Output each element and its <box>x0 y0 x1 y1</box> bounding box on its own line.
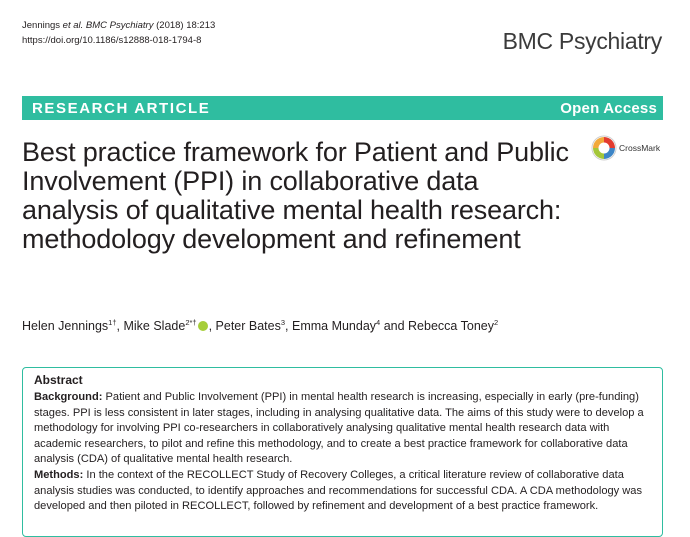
citation-year-volume: (2018) 18:213 <box>153 20 216 31</box>
background-label: Background: <box>34 391 103 403</box>
author-name[interactable]: Peter Bates <box>215 319 281 333</box>
author-affiliation: 2 <box>493 318 499 327</box>
citation-authors: Jennings <box>22 20 63 31</box>
citation-line <box>22 18 215 33</box>
article-banner <box>22 96 663 120</box>
abstract-heading: Abstract <box>34 373 83 387</box>
author-affiliation: 1† <box>108 318 117 327</box>
author-list: Helen Jennings$^{1\dagger}$, Mike Slade$^{2*\dagger}$ , Peter Bates$^3$, Emma Munday$^4$ and Rebecca Toney$^2$ <box>22 318 499 333</box>
crossmark-badge[interactable] <box>591 135 660 161</box>
article-type: RESEARCH ARTICLE <box>32 99 211 117</box>
author-conjunction: and <box>380 319 409 333</box>
author-name[interactable]: Emma Munday <box>291 319 377 333</box>
open-access-label: Open Access <box>560 99 657 117</box>
journal-logo: BMC Psychiatry <box>502 28 662 54</box>
author-affiliation: 3 <box>280 318 286 327</box>
author-name[interactable]: Helen Jennings <box>22 319 109 333</box>
citation-doi[interactable]: https://doi.org/10.1186/s12888-018-1794-8 <box>22 35 202 46</box>
article-title: Best practice framework for Patient and Public Involvement (PPI) in collaborative data analysis of qualitative mental health research: methodology development and refinement <box>22 137 569 254</box>
abstract-background <box>34 390 654 468</box>
abstract-methods <box>34 468 654 515</box>
author-affiliation: 2*† <box>185 318 197 327</box>
citation <box>22 18 215 48</box>
background-text: Patient and Public Involvement (PPI) in mental health research is increasing, especially in early (pre-funding) stages. PPI is less consistent in later stages, including in analysing qualitative data. The aims of this study were to develop a methodology for involving PPI co-researchers in collaboratively analysing qualitative mental health research data with academic researchers, to pilot and refine this methodology, and to create a best practice framework for collaborative data analysis (CDA) of qualitative mental health research. <box>34 391 644 466</box>
crossmark-icon <box>591 135 617 161</box>
methods-text: In the context of the RECOLLECT Study of Recovery Colleges, a critical literature review of collaborative data analysis studies was conducted, to identify approaches and recommendations for successful CDA. A CDA methodology was developed and then piloted in RECOLLECT, followed by refinement and development of a best practice framework. <box>34 468 643 513</box>
author-name[interactable]: Rebecca Toney <box>408 319 494 333</box>
methods-label: Methods: <box>34 468 84 481</box>
author-affiliation: 4 <box>376 318 381 327</box>
orcid-icon[interactable] <box>198 321 208 331</box>
author-name[interactable]: Mike Slade <box>123 319 186 333</box>
citation-journal: et al. BMC Psychiatry <box>62 20 154 31</box>
crossmark-label: CrossMark <box>619 143 661 153</box>
abstract-box <box>22 367 663 537</box>
